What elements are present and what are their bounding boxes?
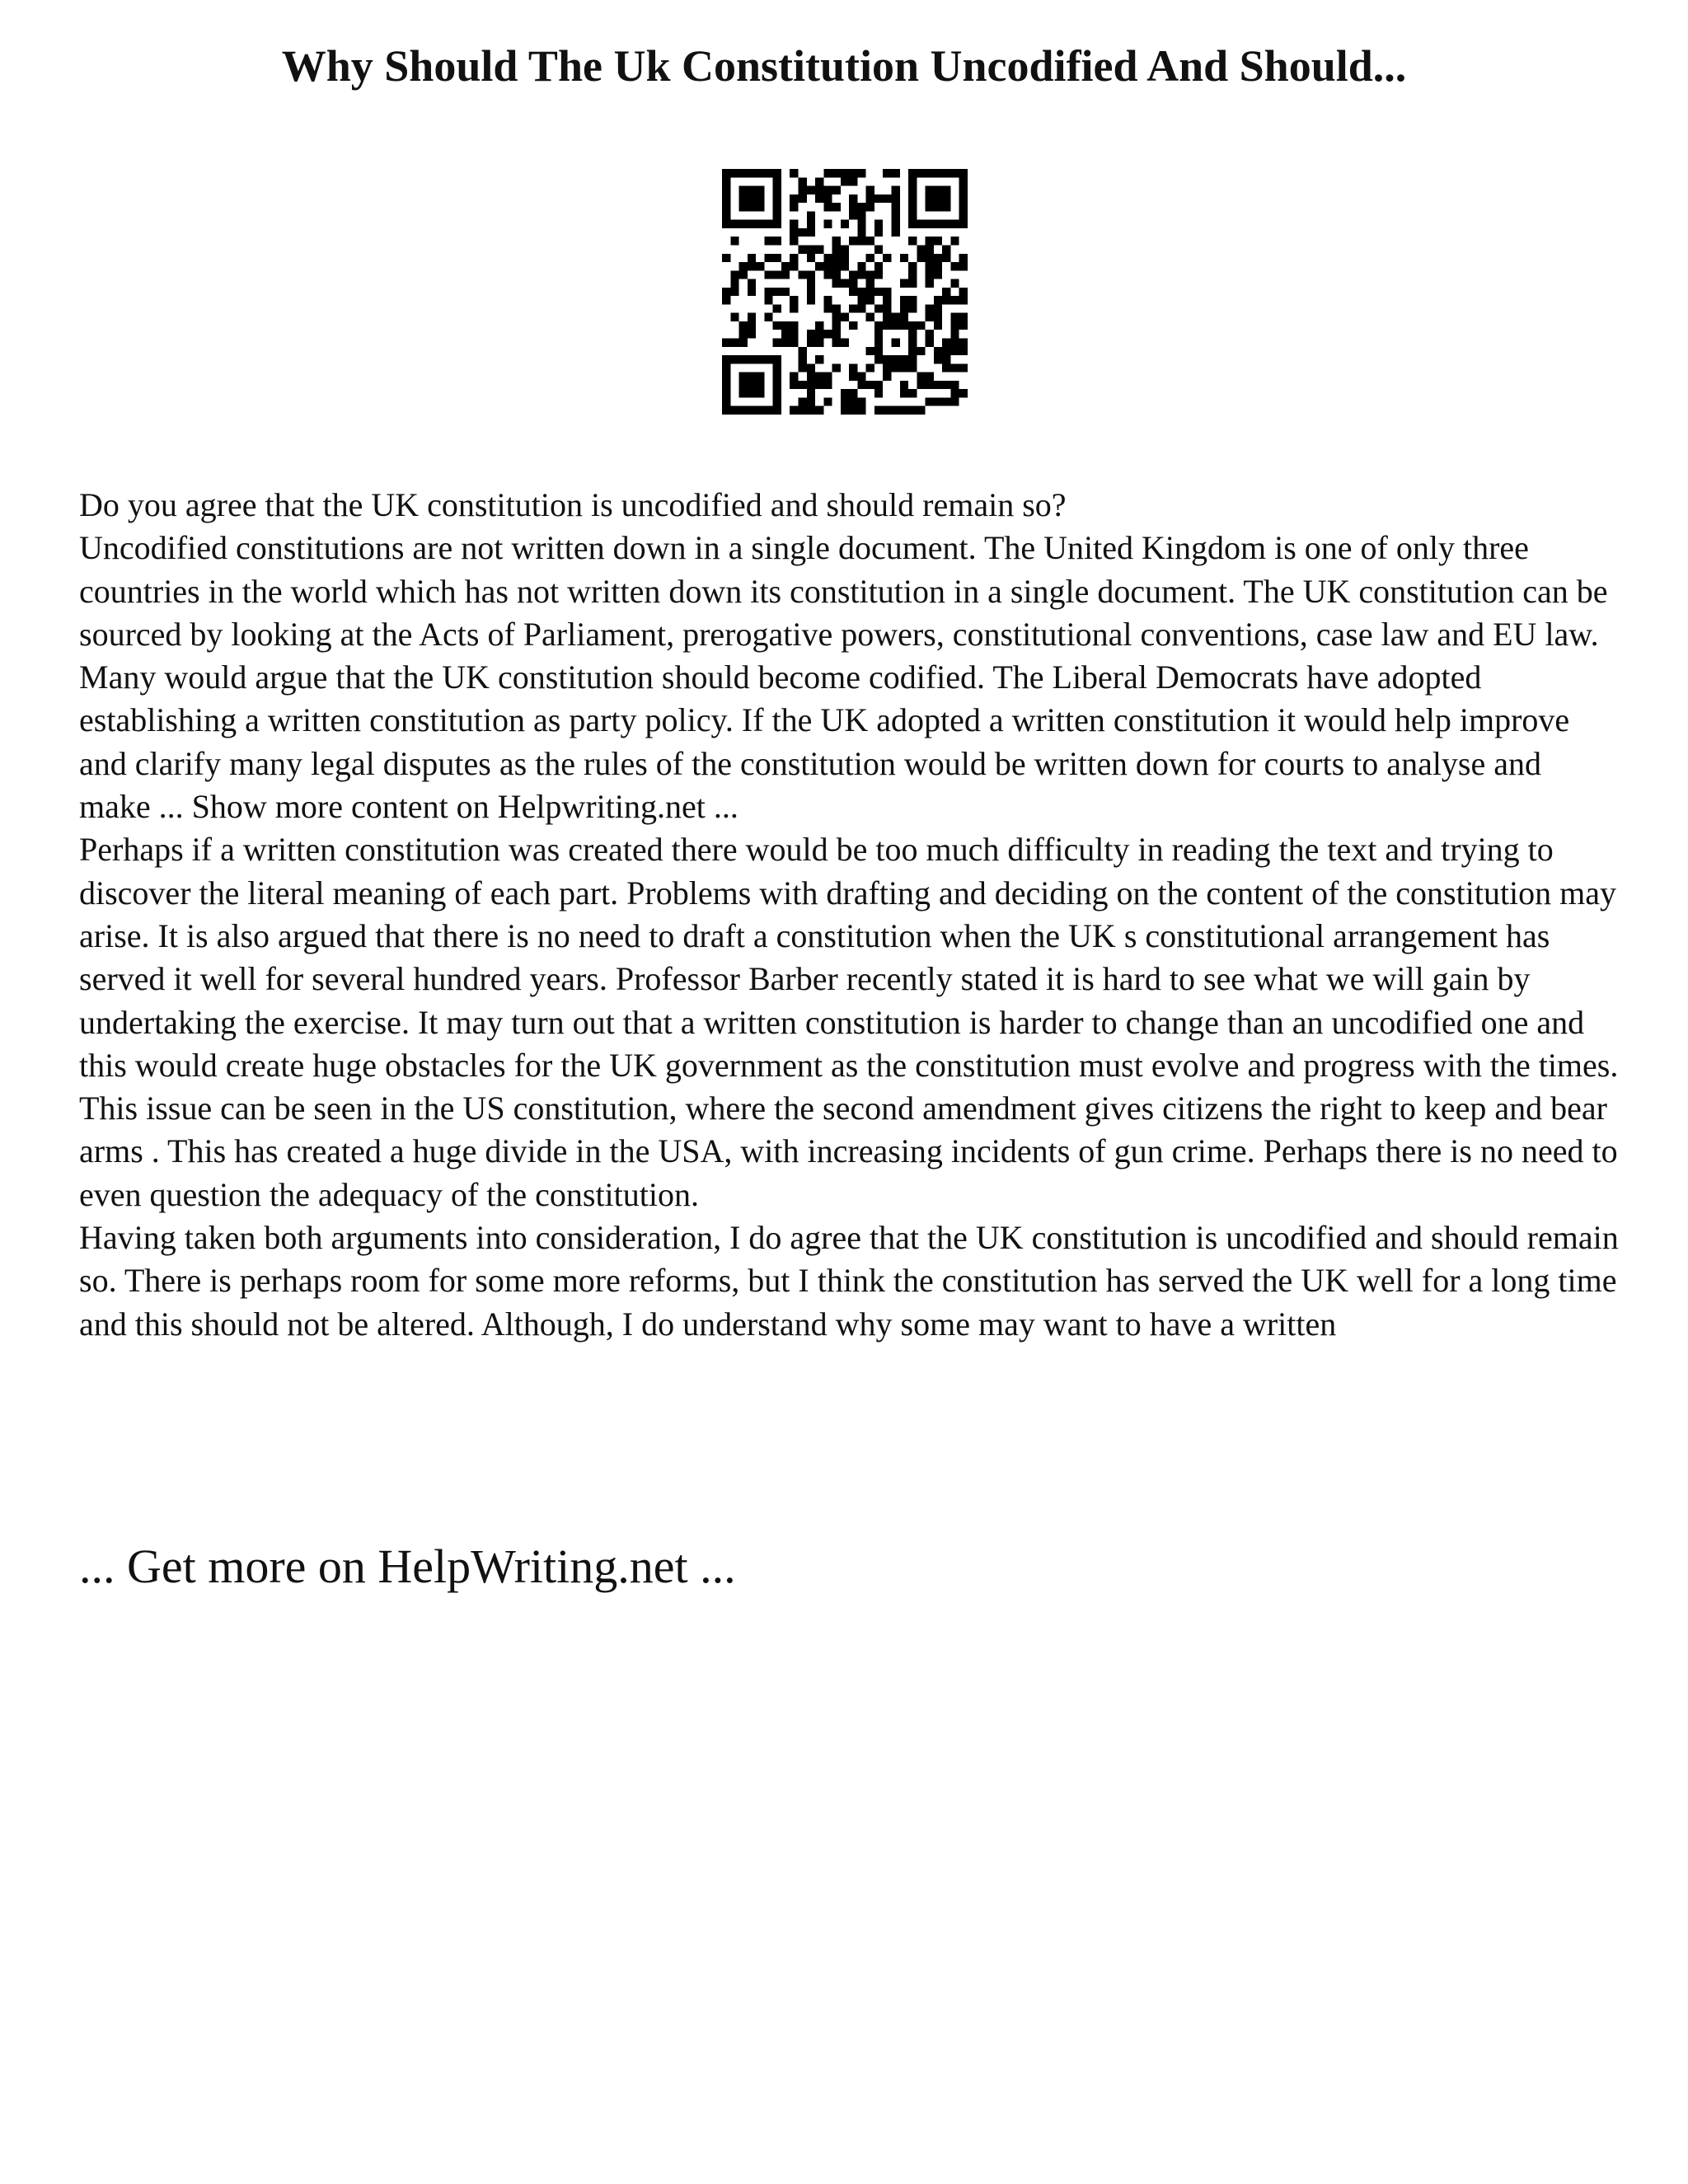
get-more-link[interactable]: ... Get more on HelpWriting.net ... [79,1540,736,1593]
paragraph-uncodified-definition: Uncodified constitutions are not written down in a single document. The United Kingdom is one of only three countries in the world which has not written down its constitution in a single document. The UK constitution can be sourced by looking at the Acts of Parliament, prerogative powers, constitutional conventions, case law and EU law. [79,529,1608,653]
qr-code-icon [722,169,968,415]
paragraph-arguments-against-codification: Perhaps if a written constitution was created there would be too much difficulty in reading the text and trying to discover the literal meaning of each part. Problems with drafting and deciding on the content of the constitution may arise. It is also argued that there is no need to draft a constitution when the UK s constitutional arrangement has served it well for several hundred years. Professor Barber recently stated it is hard to see what we will gain by undertaking the exercise. It may turn out that a written constitution is harder to change than an uncodified one and this would create huge obstacles for the UK government as the constitution must evolve and progress with the times. This issue can be seen in the US constitution, where the second amendment gives citizens the right to keep and bear arms . This has created a huge divide in the USA, with increasing incidents of gun crime. Perhaps there is no need to even question the adequacy of the constitution. [79,831,1619,1213]
document-title: Why Should The Uk Constitution Uncodified And Should... [281,41,1407,91]
paragraph-question: Do you agree that the UK constitution is uncodified and should remain so? [79,486,1067,523]
paragraph-arguments-for-codification: Many would argue that the UK constitution should become codified. The Liberal Democrats have adopted establishing a written constitution as party policy. If the UK adopted a written constitution it would help improve and clarify many legal disputes as the rules of the constitution would be written down for courts to analyse and make ... Show more content on Helpwriting.net ... [79,658,1570,826]
paragraph-conclusion: Having taken both arguments into consideration, I do agree that the UK constitution is uncodified and should remain so. There is perhaps room for some more reforms, but I think the constitution has served the UK well for a long time and this should not be altered. Although, I do understand why some may want to have a written [79,1219,1619,1343]
document-body [79,484,1620,1346]
